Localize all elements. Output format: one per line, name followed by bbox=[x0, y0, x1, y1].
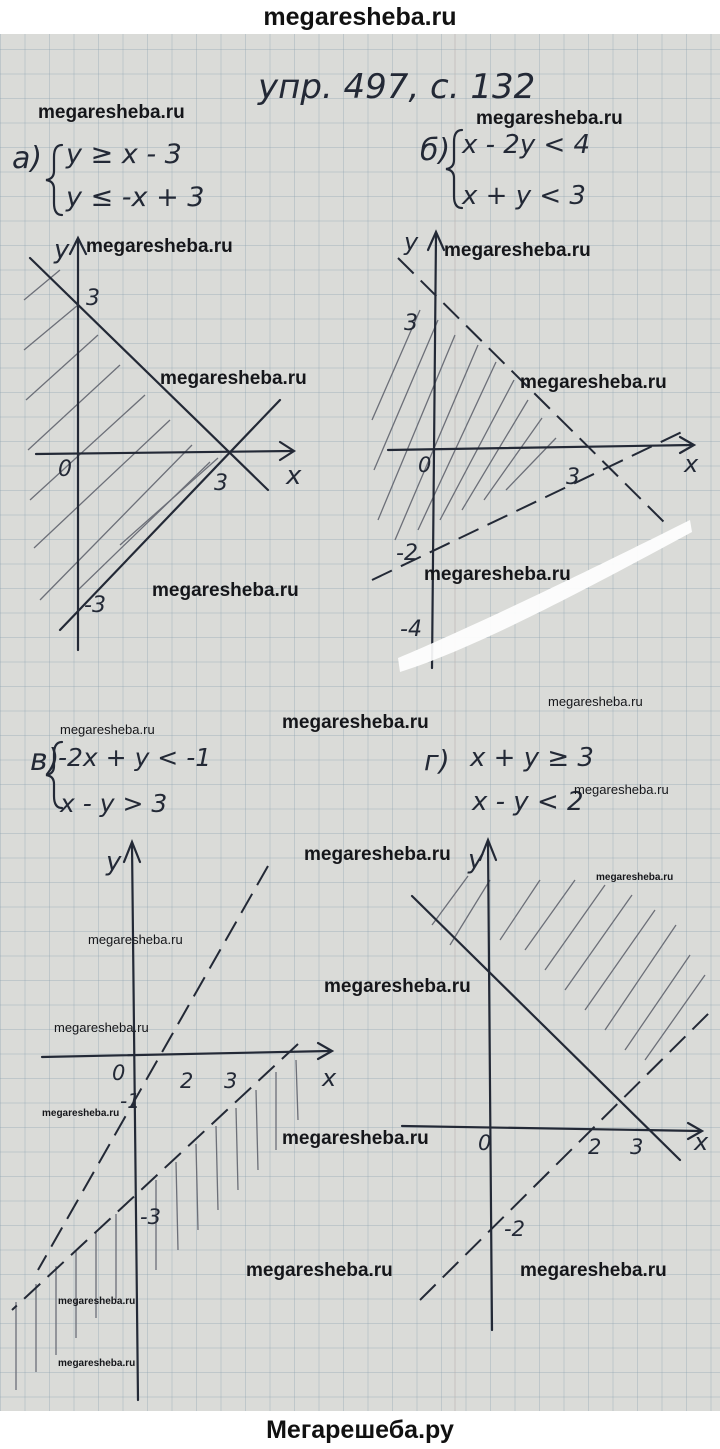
problem-a bbox=[12, 139, 302, 650]
watermark: megaresheba.ru bbox=[54, 1020, 149, 1035]
graph-a-x-axis bbox=[36, 451, 292, 454]
graph-a-tick-y3: 3 bbox=[86, 286, 100, 311]
graph-c-y-axis bbox=[132, 844, 138, 1400]
graph-c-tick-ym3: -3 bbox=[140, 1205, 161, 1229]
problem-a-ineq2: y ≤ -x + 3 bbox=[66, 182, 205, 213]
watermark: megaresheba.ru bbox=[424, 564, 571, 585]
watermark: megaresheba.ru bbox=[444, 240, 591, 261]
graph-b-tick-ym4: -4 bbox=[400, 617, 422, 642]
graph-d-origin: 0 bbox=[478, 1131, 492, 1155]
graph-d-hatch bbox=[432, 876, 705, 1060]
graph-c-tick-x3: 3 bbox=[224, 1069, 238, 1093]
graph-a-tick-ym3: -3 bbox=[84, 593, 106, 618]
problem-b bbox=[372, 130, 699, 672]
watermark: megaresheba.ru bbox=[88, 932, 183, 947]
watermark: megaresheba.ru bbox=[60, 722, 155, 737]
watermark: megaresheba.ru bbox=[58, 1358, 136, 1369]
graph-d-x-axis bbox=[402, 1126, 700, 1131]
header-site: megaresheba.ru bbox=[0, 0, 720, 34]
graph-c-tick-x2: 2 bbox=[180, 1069, 194, 1093]
watermark: megaresheba.ru bbox=[324, 976, 471, 997]
problem-d-ineq1: x + y ≥ 3 bbox=[470, 743, 594, 773]
problem-c-ineq1: -2x + y < -1 bbox=[58, 743, 212, 772]
graph-d-tick-ym2: -2 bbox=[504, 1217, 525, 1241]
watermark: megaresheba.ru bbox=[58, 1296, 136, 1307]
correction-smudge bbox=[398, 520, 692, 672]
problem-b-ineq1: x - 2y < 4 bbox=[462, 130, 591, 160]
watermark: megaresheba.ru bbox=[520, 1260, 667, 1281]
footer-site: Мегарешеба.ру bbox=[0, 1411, 720, 1449]
watermark: megaresheba.ru bbox=[42, 1108, 120, 1119]
graph-a-origin: 0 bbox=[58, 457, 72, 482]
graph-a-hatch bbox=[24, 270, 218, 600]
graph-b-origin: 0 bbox=[418, 453, 432, 477]
watermark: megaresheba.ru bbox=[520, 372, 667, 393]
graph-b-tick-x3: 3 bbox=[566, 465, 580, 490]
watermark: megaresheba.ru bbox=[38, 102, 185, 123]
graph-c-x-label: x bbox=[322, 1064, 337, 1092]
problem-d-ineq2: x - y < 2 bbox=[472, 787, 584, 817]
graph-b-tick-y3: 3 bbox=[404, 311, 418, 336]
graph-b-y-label: y bbox=[404, 228, 419, 256]
graph-d-tick-x3: 3 bbox=[630, 1135, 644, 1159]
problem-c-ineq2: x - y > 3 bbox=[60, 789, 168, 818]
problem-b-label: б) bbox=[420, 133, 451, 168]
graph-a-x-label: x bbox=[286, 461, 302, 491]
page-title: упр. 497, с. 132 bbox=[258, 67, 536, 107]
graph-a-tick-x3: 3 bbox=[214, 471, 228, 496]
graph-c-tick-ym1: -1 bbox=[120, 1089, 140, 1113]
graph-d-y-axis bbox=[488, 842, 492, 1330]
watermark: megaresheba.ru bbox=[304, 844, 451, 865]
problem-a-label: а) bbox=[12, 141, 43, 176]
problem-c-label: в) bbox=[30, 743, 60, 778]
problem-b-ineq2: x + y < 3 bbox=[462, 181, 586, 211]
problem-a-brace bbox=[46, 145, 62, 215]
watermark: megaresheba.ru bbox=[574, 782, 669, 797]
graph-d-x-label: x bbox=[694, 1128, 709, 1156]
problem-d-label: г) bbox=[424, 744, 450, 777]
watermark: megaresheba.ru bbox=[596, 872, 674, 883]
graph-b-x-label: x bbox=[684, 450, 699, 478]
graph-d-y-label: y bbox=[468, 845, 484, 875]
problem-a-ineq1: y ≥ x - 3 bbox=[66, 139, 182, 170]
problem-d bbox=[402, 743, 712, 1330]
graph-d-tick-x2: 2 bbox=[588, 1135, 602, 1159]
graph-d-line-2 bbox=[420, 1010, 712, 1300]
watermark: megaresheba.ru bbox=[548, 694, 643, 709]
graph-c-y-label: y bbox=[106, 847, 122, 877]
watermark: megaresheba.ru bbox=[86, 236, 233, 257]
watermark: megaresheba.ru bbox=[282, 1128, 429, 1149]
graph-a-y-label: y bbox=[54, 235, 70, 265]
watermark: megaresheba.ru bbox=[160, 368, 307, 389]
watermark: megaresheba.ru bbox=[152, 580, 299, 601]
watermark: megaresheba.ru bbox=[246, 1260, 393, 1281]
graph-b-tick-ym2: -2 bbox=[396, 541, 418, 566]
graph-c-origin: 0 bbox=[112, 1061, 126, 1085]
watermark: megaresheba.ru bbox=[282, 712, 429, 733]
watermark: megaresheba.ru bbox=[476, 108, 623, 129]
